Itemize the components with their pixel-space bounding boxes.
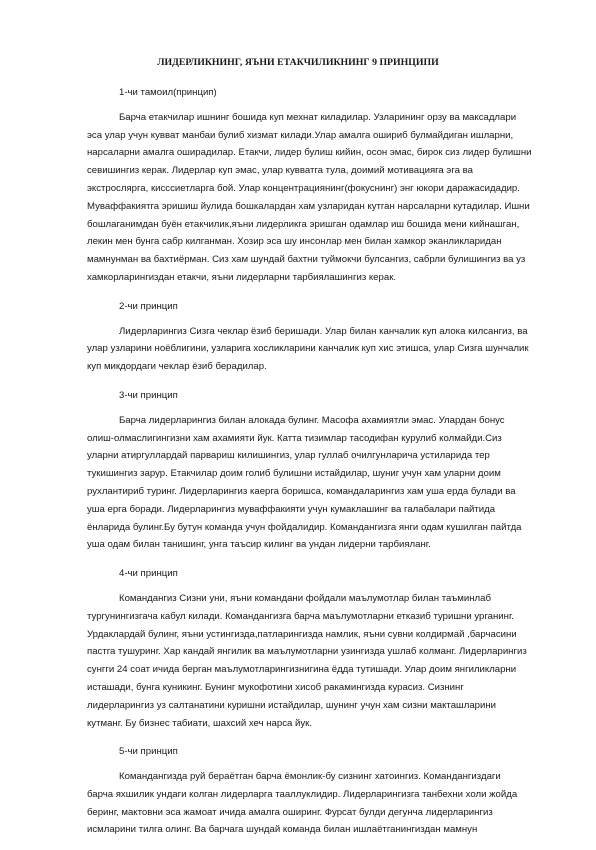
paragraph-line: улар узларини ноёблигини, узларига хосликларини канчалик куп хис этишса, улар Сизга шунчалик (87, 343, 529, 355)
paragraph-line: уша одам билан танишинг, унга таъсир килинг ва ундан лидерни тарбияланг. (87, 539, 431, 551)
principle-heading: 3-чи принцип (119, 389, 178, 401)
paragraph-line: Урдаклардай булинг, яъни устингизда,патларингизда намлик, яъни сувни колдирмай ,барчасини (87, 628, 517, 640)
paragraph-line: Барча лидерларингиз билан алокада булинг. Масофа ахамиятли эмас. Улардан бонус (119, 414, 505, 426)
principle-paragraph (87, 323, 553, 376)
paragraph-line: Лидерларингиз Сизга чеклар ёзиб беришади. Улар билан канчалик куп алока килсангиз, ва (119, 325, 528, 337)
principle-heading: 5-чи принцип (119, 746, 178, 758)
paragraph-line: мамнунман ва бахтиёрман. Сиз хам шундай бахтни туймокчи булсангиз, сабрли булишингиз ва уз (87, 254, 526, 266)
principle-paragraph (87, 590, 553, 732)
paragraph-line: кутманг. Бу бизнес табиати, шахсий хеч нарса йук. (87, 717, 313, 729)
principle-section (87, 84, 553, 287)
paragraph-line: эса улар учун кувват манбаи булиб хизмат килади.Улар амалга ошириб булмайдиган ишларни, (87, 129, 514, 141)
paragraph-line: барча яхшилик ундаги колган лидерларга тааллуклидир. Лидерларингизга танбехни холи жойда (87, 788, 518, 800)
principle-section (87, 565, 553, 732)
principle-section (87, 298, 553, 376)
paragraph-line: нарсаларни амалга оширадилар. Етакчи, лидер булиш кийин, осон эмас, бирок сиз лидер булишни (87, 147, 532, 159)
paragraph-line: Барча етакчилар ишнинг бошида куп мехнат киладилар. Узларининг орзу ва максадлари (119, 111, 517, 123)
paragraph-line: исташади, бунга куникинг. Бунинг мукофотини хисоб ракамингизда курасиз. Сизнинг (87, 681, 464, 693)
principle-heading: 4-чи принцип (119, 568, 178, 580)
paragraph-line: исмларини тилга олинг. Ва барчага шундай команда билан ишлаётганингиздан мамнун (87, 824, 478, 836)
principle-paragraph (87, 412, 553, 554)
paragraph-line: беринг, мактовни эса жамоат ичида амалга оширинг. Фурсат булди дегунча лидерларингиз (87, 806, 493, 818)
paragraph-line: олиш-олмаслигингизни хам ахамияти йук. Катта тизимлар тасодифан курулиб колмайди.Сиз (87, 432, 502, 444)
paragraph-line: тургунингизгача кабул килади. Командангизга барча маълумотларни етказиб туришни урганинг. (87, 610, 514, 622)
paragraph-line: уша ерга боради. Лидерларингиз муваффакияти учун кумаклашинг ва галабалари пайтида (87, 503, 496, 515)
paragraph-line: хамкорларингиздан етакчи, яъни лидерларни тарбиялашингиз керак. (87, 271, 397, 283)
document-body (87, 84, 553, 850)
document-title: ЛИДЕРЛИКНИНГ, ЯЪНИ ЕТАКЧИЛИКНИНГ 9 ПРИНЦИПИ (157, 57, 439, 68)
paragraph-line: севишингиз керак. Лидерлар куп эмас, улар кувватга тула, доимий мотивацияга эга ва (87, 165, 473, 177)
paragraph-line: Командангизда руй бераётган барча ёмонлик-бу сизнинг хатоингиз. Командангиздаги (119, 771, 501, 783)
principle-section (87, 387, 553, 554)
principle-paragraph (87, 109, 553, 287)
paragraph-line: сунгги 24 соат ичида берган маълумотларингизнигина ёдда тутишади. Улар доим янгиликларни (87, 664, 517, 676)
paragraph-line: ёнларида булинг.Бу бутун команда учун фойдалидир. Командангизга янги одам кушилган пайтда (87, 521, 522, 533)
principle-paragraph (87, 768, 553, 839)
paragraph-line: лидерларингиз уз салтанатини куришни истайдилар, шунинг учун хам сизни макташларини (87, 699, 497, 711)
paragraph-line: Командангиз Сизни уни, яъни командани фойдали маълумотлар билан таъминлаб (119, 592, 491, 604)
paragraph-line: бошлаганимдан буён етакчилик,яъни лидерликга эришган одамлар иш бошида мени кийнашган, (87, 218, 520, 230)
paragraph-line: экстрослярга, кисссиетларга бой. Улар концентрациянинг(фокуснинг) энг юкори даражасидадир. (87, 182, 520, 194)
paragraph-line: лекин мен бунга сабр килганман. Хозир эса шу инсонлар мен билан хамкор эканликларидан (87, 236, 502, 248)
paragraph-line: пастга тушуринг. Хар кандай янгилик ва маълумотларни узингизда ушлаб колманг. Лидерларингиз (87, 646, 527, 658)
paragraph-line: тукишингиз зарур. Етакчилар доим голиб булишни истайдилар, шуниг учун хам уларни доим (87, 468, 501, 480)
principle-heading: 2-чи принцип (119, 300, 178, 312)
principle-section (87, 743, 553, 839)
paragraph-line: рухлантириб туринг. Лидерларингиз каерга боришса, командаларингиз хам уша ерда булади ва (87, 485, 516, 497)
paragraph-line: уларни атиргуллардай парвариш килишингиз, улар гуллаб очилгунларича устиларида тер (87, 450, 490, 462)
principle-heading: 1-чи тамоил(принцип) (119, 87, 217, 98)
paragraph-line: Муваффакиятга эришиш йулида бошкалардан хам узларидан кутган нарсаларни кутадилар. Ишни (87, 200, 530, 212)
paragraph-line: куп микдордаги чеклар ёзиб берадилар. (87, 361, 267, 373)
